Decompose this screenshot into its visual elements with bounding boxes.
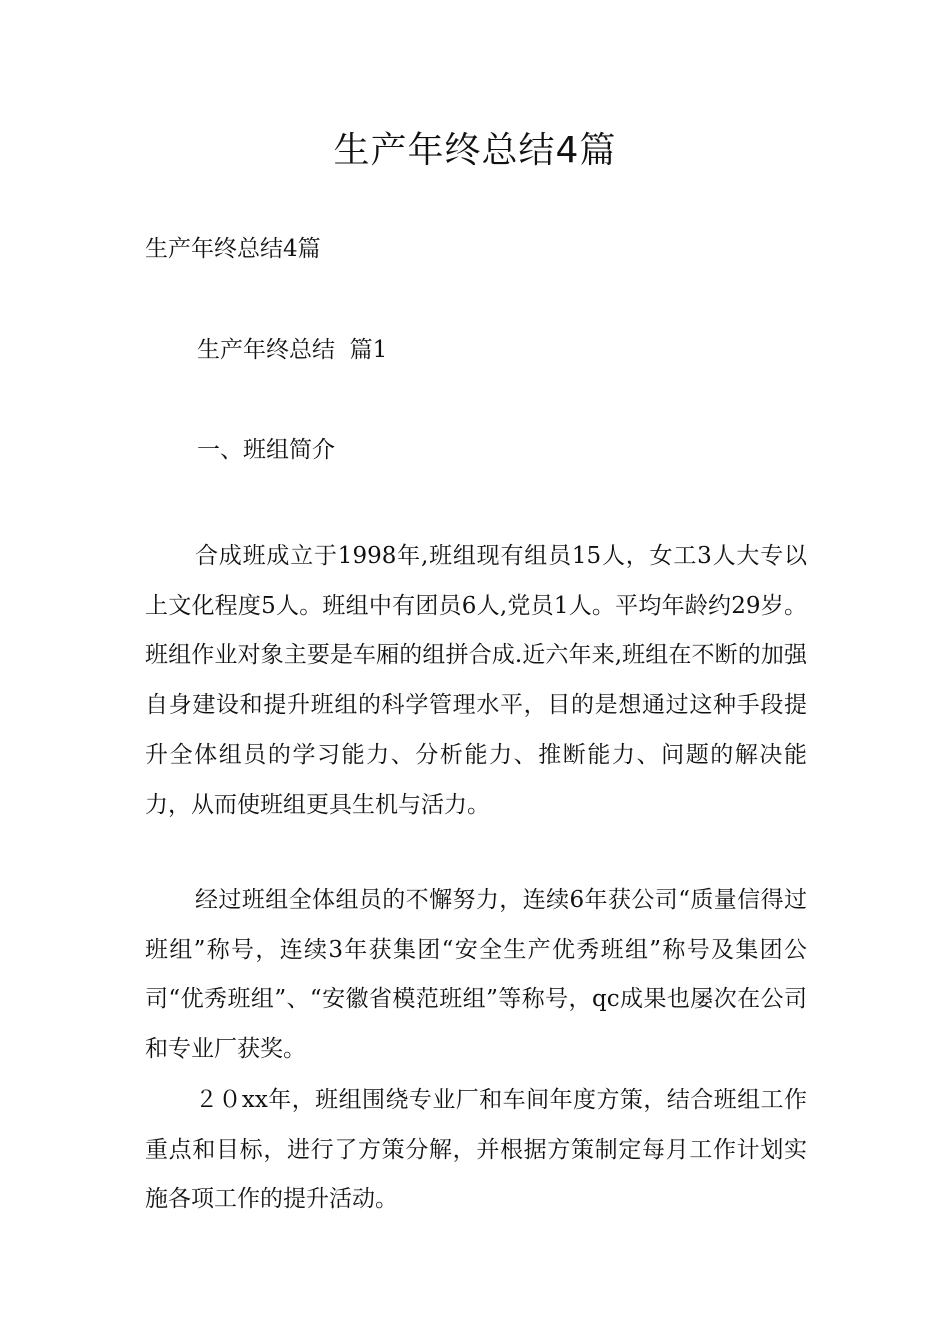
body-paragraph: ２０xx年，班组围绕专业厂和车间年度方策，结合班组工作重点和目标，进行了方策分解，并根据方策制定每月工作计划实施各项工作的提升活动。 bbox=[145, 1087, 807, 1213]
document-subtitle: 生产年终总结4篇 bbox=[145, 236, 321, 262]
body-paragraph: 合成班成立于1998年,班组现有组员15人，女工3人大专以上文化程度5人。班组中有团员6人,党员1人。平均年龄约29岁。班组作业对象主要是车厢的组拼合成.近六年来,班组在不断的加强自身建设和提升班组的科学管理水平，目的是想通过这种手段提升全体组员的学习能力、分析能力、推断能力、问题的解决能力，从而使班组更具生机与活力。 bbox=[145, 543, 807, 818]
body-paragraph: 经过班组全体组员的不懈努力，连续6年获公司“质量信得过班组”称号，连续3年获集团“安全生产优秀班组”称号及集团公司“优秀班组”、“安徽省模范班组”等称号，qc成果也屡次在公司和专业厂获奖。 bbox=[145, 887, 807, 1063]
section-heading: 一、班组简介 bbox=[197, 437, 335, 463]
section-title: 生产年终总结 篇1 bbox=[197, 337, 388, 363]
document-title: 生产年终总结4篇 bbox=[333, 130, 617, 171]
